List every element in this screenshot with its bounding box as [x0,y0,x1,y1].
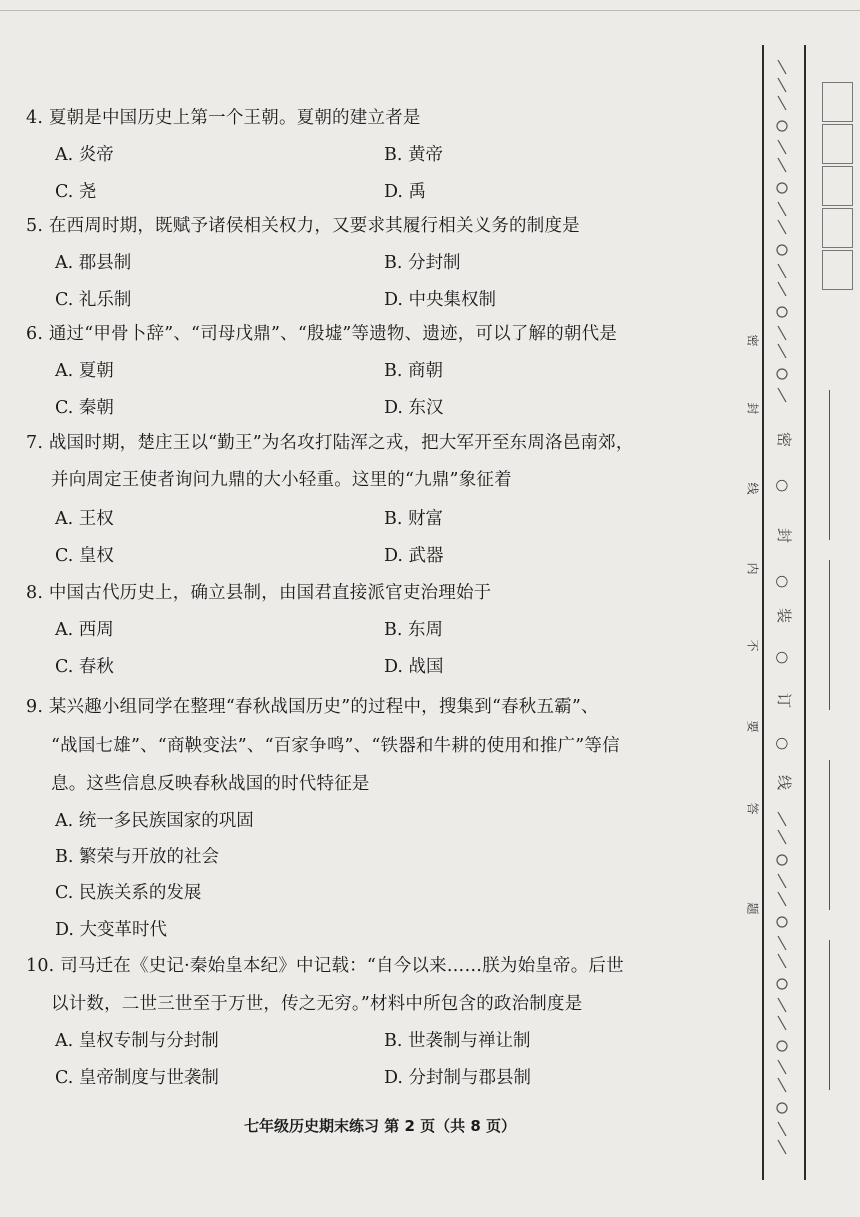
question-9-stem-line3: 息。这些信息反映春秋战国的时代特征是 [51,774,370,794]
question-9-option-c: C. 民族关系的发展 [55,883,202,903]
question-4-stem: 4. 夏朝是中国历史上第一个王朝。夏朝的建立者是 [26,108,421,128]
question-6-stem: 6. 通过“甲骨卜辞”、“司母戊鼎”、“殷墟”等遗物、遗迹，可以了解的朝代是 [26,324,618,344]
grid-cell [822,124,853,164]
question-5-option-d: D. 中央集权制 [384,290,497,310]
seal-mark: 封 [775,527,794,544]
binding-char: 要 [745,720,760,733]
question-4-option-a: A. 炎帝 [55,145,114,165]
question-10-stem: 10. 司马迁在《史记·秦始皇本纪》中记载：“自今以来……朕为始皇帝。后世 [26,956,624,976]
question-4-option-d: D. 禹 [384,182,427,202]
question-5-option-a: A. 郡县制 [55,253,132,273]
question-7-option-b: B. 财富 [384,509,443,529]
question-6-option-a: A. 夏朝 [55,361,114,381]
binding-char: 不 [745,639,760,652]
binding-char: 密 [745,334,760,347]
binding-char: 内 [745,562,760,575]
question-5-stem: 5. 在西周时期，既赋予诸侯相关权力，又要求其履行相关义务的制度是 [26,216,580,236]
question-8-option-d: D. 战国 [384,657,444,677]
question-4-option-b: B. 黄帝 [384,145,443,165]
field-underline [829,760,830,910]
question-7-stem-line2: 并向周定王使者询问九鼎的大小轻重。这里的“九鼎”象征着 [51,470,512,490]
question-10-stem-line2: 以计数，二世三世至于万世，传之无穷。”材料中所包含的政治制度是 [51,994,583,1014]
field-underline [829,940,830,1090]
question-10-option-c: C. 皇帝制度与世袭制 [55,1068,219,1088]
question-10-option-b: B. 世袭制与禅让制 [384,1031,531,1051]
page-footer: 七年级历史期末练习 第 2 页（共 8 页） [244,1117,516,1135]
question-7-option-d: D. 武器 [384,546,444,566]
question-9-stem-line2: “战国七雄”、“商鞅变法”、“百家争鸣”、“铁器和牛耕的使用和推广”等信 [51,736,620,756]
binding-line-left [762,45,764,1180]
question-8-stem: 8. 中国古代历史上，确立县制，由国君直接派官吏治理始于 [26,583,492,603]
binding-dash-pattern [766,60,802,1180]
grid-cell [822,166,853,206]
question-10-option-d: D. 分封制与郡县制 [384,1068,532,1088]
seal-mark: ○ [774,574,793,589]
question-8-option-c: C. 春秋 [55,657,114,677]
seal-mark: ○ [774,650,793,665]
question-9-stem: 9. 某兴趣小组同学在整理“春秋战国历史”的过程中，搜集到“春秋五霸”、 [26,697,599,717]
binding-char: 题 [745,902,760,915]
seal-mark: ○ [774,736,793,751]
question-8-option-b: B. 东周 [384,620,443,640]
seal-mark: 订 [775,692,794,709]
binding-char: 答 [745,802,760,815]
question-10-option-a: A. 皇权专制与分封制 [55,1031,219,1051]
question-9-option-b: B. 繁荣与开放的社会 [55,847,219,867]
question-9-option-d: D. 大变革时代 [55,920,168,940]
seal-mark: 密 [775,431,794,448]
question-7-option-a: A. 王权 [55,509,114,529]
binding-line-right [804,45,806,1180]
seal-mark: ○ [774,478,793,493]
exam-number-grid [822,82,855,294]
grid-cell [822,250,853,290]
question-5-option-c: C. 礼乐制 [55,290,132,310]
question-6-option-c: C. 秦朝 [55,398,114,418]
question-4-option-c: C. 尧 [55,182,97,202]
binding-char: 封 [745,402,760,415]
field-underline [829,560,830,710]
seal-mark: 线 [775,774,794,791]
seal-mark: 装 [775,607,794,624]
binding-char: 线 [745,482,760,495]
grid-cell [822,82,853,122]
field-underline [829,390,830,540]
question-9-option-a: A. 统一多民族国家的巩固 [55,811,254,831]
question-5-option-b: B. 分封制 [384,253,461,273]
question-6-option-b: B. 商朝 [384,361,443,381]
question-7-stem: 7. 战国时期，楚庄王以“勤王”为名攻打陆浑之戎，把大军开至东周洛邑南郊， [26,433,634,453]
question-8-option-a: A. 西周 [55,620,114,640]
question-6-option-d: D. 东汉 [384,398,444,418]
grid-cell [822,208,853,248]
question-7-option-c: C. 皇权 [55,546,114,566]
